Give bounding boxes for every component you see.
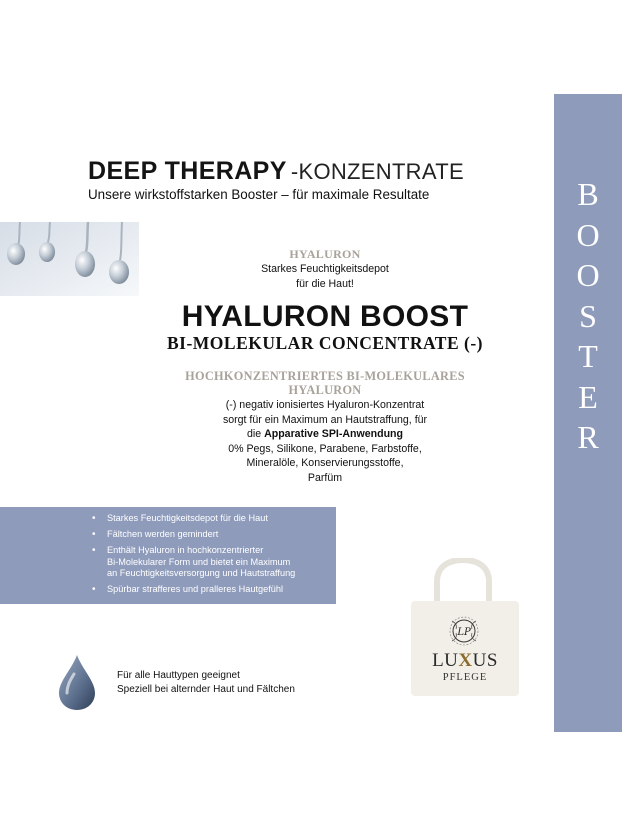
tagline-line: für die Haut! — [296, 277, 354, 290]
brand-name-prefix: LU — [432, 650, 459, 671]
brand-name — [411, 650, 519, 672]
description-line: Parfüm — [307, 471, 343, 484]
benefits-box — [0, 507, 336, 604]
bullet-icon: • — [92, 513, 96, 524]
benefit-text: Enthält Hyaluron in hochkonzentrierter — [107, 545, 264, 556]
booster-letter: O — [576, 216, 600, 253]
benefit-text: Fältchen werden gemindert — [107, 529, 219, 540]
benefit-item — [0, 545, 336, 579]
highlight-label — [140, 369, 510, 397]
benefit-text: an Feuchtigkeitsversorgung und Hautstraffung — [107, 567, 296, 578]
description-line: (-) negativ ionisiertes Hyaluron-Konzentrat — [225, 399, 425, 411]
emblem-letters: LP — [457, 627, 471, 638]
benefits-list — [0, 513, 336, 600]
skin-type-line: Speziell bei alternder Haut und Fältchen — [117, 684, 295, 695]
booster-letter: T — [578, 338, 598, 374]
benefit-item — [0, 584, 336, 595]
title-bold: DEEP THERAPY — [88, 157, 287, 185]
booster-side-band — [554, 94, 622, 732]
description-prefix: die — [246, 428, 265, 440]
page-title — [88, 157, 528, 186]
product-name: HYALURON BOOST — [181, 300, 469, 333]
product-description — [140, 398, 510, 485]
booster-vertical-text — [554, 174, 622, 458]
water-drop-icon — [58, 655, 96, 711]
category-label: HYALURON — [289, 247, 361, 261]
booster-letter: O — [576, 257, 600, 293]
tagline — [140, 262, 510, 291]
benefit-item — [0, 513, 336, 524]
benefit-text: Spürbar strafferes und pralleres Hautgefühl — [107, 584, 284, 595]
booster-letter: S — [579, 297, 597, 334]
water-drops-image — [0, 222, 139, 296]
skin-type-line: Für alle Hauttypen geeignet — [117, 670, 240, 681]
page-subtitle: Unsere wirkstoffstarken Booster – für maximale Resultate — [88, 187, 430, 202]
highlight-line: HYALURON — [288, 383, 362, 397]
benefit-item — [0, 529, 336, 540]
description-line: sorgt für ein Maximum an Hautstraffung, für — [222, 413, 428, 426]
benefit-text: Starkes Feuchtigkeitsdepot für die Haut — [107, 513, 268, 523]
description-line: 0% Pegs, Silikone, Parabene, Farbstoffe, — [228, 442, 422, 455]
booster-letter: B — [577, 176, 599, 212]
bullet-icon: • — [92, 545, 96, 557]
bullet-icon: • — [92, 584, 96, 596]
description-bold: Apparative SPI-Anwendung — [264, 428, 403, 440]
title-light: -KONZENTRATE — [290, 159, 464, 184]
description-line: Mineralöle, Konservierungsstoffe, — [246, 457, 404, 469]
emblem-icon — [447, 614, 481, 648]
description-line — [140, 427, 510, 442]
booster-letter: E — [578, 378, 598, 415]
tagline-line: Starkes Feuchtigkeitsdepot — [261, 263, 389, 275]
booster-letter: R — [577, 419, 599, 455]
brand-name-accent: X — [458, 650, 473, 671]
highlight-line: HOCHKONZENTRIERTES BI-MOLEKULARES — [185, 369, 465, 383]
product-subname: BI-MOLEKULAR CONCENTRATE (-) — [166, 333, 484, 353]
bullet-icon: • — [92, 529, 96, 541]
brand-name-suffix: US — [472, 650, 498, 671]
skin-type-info — [117, 669, 295, 697]
benefit-text: Bi-Molekularer Form und bietet ein Maximum — [107, 556, 291, 567]
brand-subname: PFLEGE — [442, 672, 488, 683]
